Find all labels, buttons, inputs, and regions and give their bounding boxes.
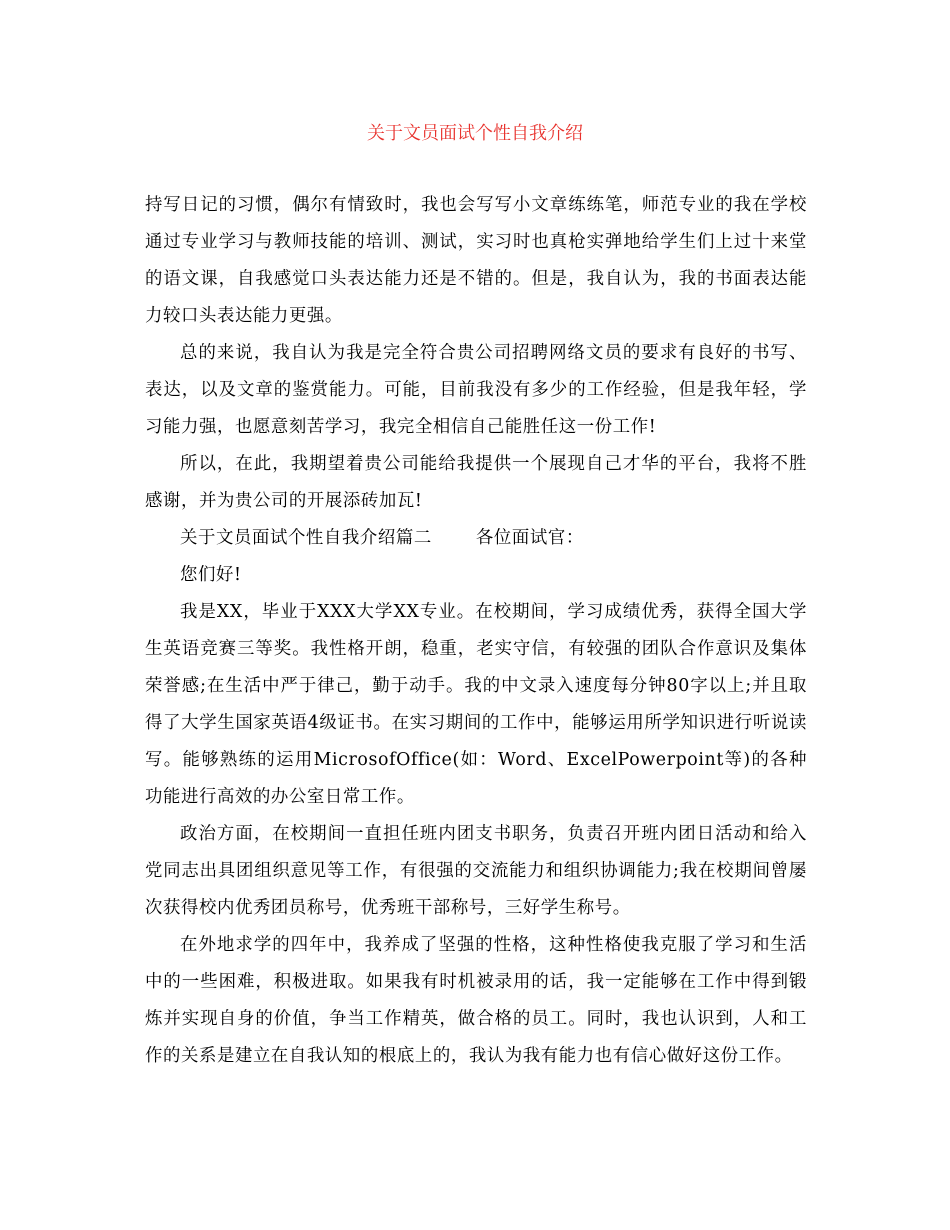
document-body bbox=[145, 187, 807, 1075]
paragraph: 我是XX，毕业于XXX大学XX专业。在校期间，学习成绩优秀，获得全国大学生英语竞赛三等奖。我性格开朗，稳重，老实守信，有较强的团队合作意识及集体荣誉感;在生活中严于律己，勤于动手。我的中文录入速度每分钟80字以上;并且取得了大学生国家英语4级证书。在实习期间的工作中，能够运用所学知识进行听说读写。能够熟练的运用MicrosofOffice(如：Word、ExcelPowerpoint等)的各种功能进行高效的办公室日常工作。 bbox=[145, 602, 807, 807]
paragraph: 总的来说，我自认为我是完全符合贵公司招聘网络文员的要求有良好的书写、表达，以及文章的鉴赏能力。可能，目前我没有多少的工作经验，但是我年轻，学习能力强，也愿意刻苦学习，我完全相信自己能胜任这一份工作! bbox=[145, 343, 807, 437]
paragraph: 持写日记的习惯，偶尔有情致时，我也会写写小文章练练笔，师范专业的我在学校通过专业学习与教师技能的培训、测试，实习时也真枪实弹地给学生们上过十来堂的语文课，自我感觉口头表达能力还是不错的。但是，我自认为，我的书面表达能力较口头表达能力更强。 bbox=[145, 195, 807, 326]
section-heading: 关于文员面试个性自我介绍篇二 bbox=[180, 528, 432, 548]
paragraph: 政治方面，在校期间一直担任班内团支书职务，负责召开班内团日活动和给入党同志出具团组织意见等工作，有很强的交流能力和组织协调能力;我在校期间曾屡次获得校内优秀团员称号，优秀班干部称号，三好学生称号。 bbox=[145, 824, 807, 918]
document-title: 关于文员面试个性自我介绍 bbox=[367, 123, 583, 144]
salutation: 各位面试官： bbox=[475, 528, 584, 548]
paragraph: 所以，在此，我期望着贵公司能给我提供一个展现自己才华的平台，我将不胜感谢，并为贵公司的开展添砖加瓦! bbox=[145, 454, 807, 511]
section-heading-line bbox=[145, 520, 807, 557]
paragraph: 在外地求学的四年中，我养成了坚强的性格，这种性格使我克服了学习和生活中的一些困难，积极进取。如果我有时机被录用的话，我一定能够在工作中得到锻炼并实现自身的价值，争当工作精英，做合格的员工。同时，我也认识到，人和工作的关系是建立在自我认知的根底上的，我认为我有能力也有信心做好这份工作。 bbox=[145, 935, 807, 1066]
paragraph: 您们好! bbox=[180, 565, 242, 585]
